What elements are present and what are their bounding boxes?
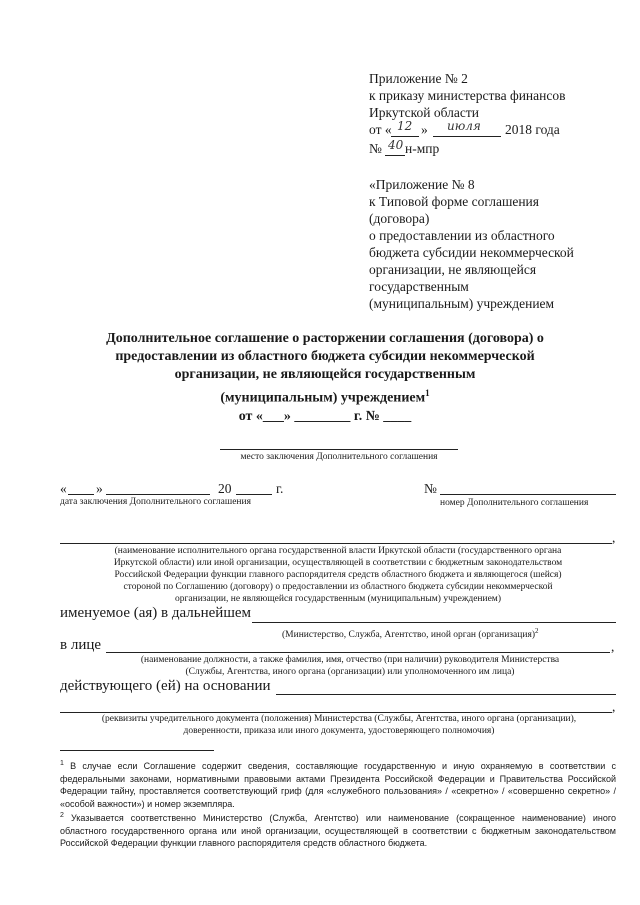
appendix-num-value: 40 — [388, 138, 404, 152]
date-close-quote: » — [96, 481, 103, 496]
person-label: в лице — [60, 637, 102, 653]
title-line2: предоставлении из областного бюджета субсидии некоммерческой — [115, 349, 535, 364]
place-line — [220, 449, 458, 450]
org-caption: (наименование исполнительного органа государственной власти Иркутской области (государственного органа Иркутской области) или иной организации, осуществляющей в соответствии с бюджетным законодательством Российской Федерации функции главного распорядителя средств областного бюджета и являющегося (шейся) стороной по Соглашению (договору) о предоставлении из областного бюджета субсидии некоммерческой организации, не являющейся государственным (муниципальным) учреждением) — [113, 546, 563, 604]
date-year-line — [236, 494, 272, 495]
named-line — [252, 622, 616, 623]
org-comma: , — [612, 530, 616, 545]
title-line1: Дополнительное соглашение о расторжении соглашения (договора) о — [106, 331, 544, 346]
basis-caption: (реквизиты учредительного документа (положения) Министерства (Службы, Агентства, иного органа (организации), доверенности, приказа или иного документа, удостоверяющего полномочия) — [101, 714, 577, 736]
appendix-line3: Иркутской области — [369, 105, 480, 120]
appendix-date-prefix: от « — [369, 122, 392, 137]
appendix8-line1: «Приложение № 8 — [369, 177, 475, 192]
appendix-date-month: июля — [447, 119, 481, 133]
number-sign: № — [424, 481, 437, 496]
appendix8-line5: бюджета субсидии некоммерческой — [369, 245, 574, 260]
appendix8-line6: организации, не являющейся — [369, 262, 537, 277]
named-caption: (Министерство, Служба, Агентство, иной орган (организация)$^2$ — [282, 627, 539, 641]
title-line5: от «___» ________ г. № ____ — [238, 408, 412, 424]
basis-label: действующего (ей) на основании — [60, 678, 271, 694]
document-title — [80, 330, 570, 426]
appendix8-line2: к Типовой форме соглашения — [369, 194, 539, 209]
appendix-line2: к приказу министерства финансов — [369, 88, 566, 103]
date-open-quote: « — [60, 481, 67, 496]
date-day-line — [68, 494, 94, 495]
appendix-date-day: 12 — [397, 119, 413, 133]
footnote-2 — [60, 810, 616, 850]
named-label: именуемое (ая) в дальнейшем — [60, 605, 252, 621]
appendix-date — [369, 121, 629, 140]
footnote-1 — [60, 758, 616, 810]
title-footnote-mark: 1 — [425, 388, 430, 398]
person-comma: , — [611, 639, 615, 654]
appendix-num-prefix: № — [369, 141, 382, 156]
footnote-1-text: В случае если Соглашение содержит сведения, составляющие государственную и иную охраняемую в соответствии с федеральными законами, нормативными правовыми актами Президента Российской Федерации и Правительства Российской Федерации тайну, проставляется соответствующий гриф (для «служебного пользования» / «секретно» / «совершенно секретно» / «особой важности») и номер экземпляра. — [60, 761, 616, 809]
appendix-num-suffix: н-мпр — [405, 141, 440, 156]
footnote-separator — [60, 750, 214, 751]
appendix-date-sep: » — [421, 122, 428, 137]
footnote-2-number: 2 — [60, 812, 64, 819]
appendix-block — [369, 70, 629, 158]
number-caption: номер Дополнительного соглашения — [440, 498, 589, 508]
place-caption: место заключения Дополнительного соглашения — [240, 452, 438, 462]
org-line — [60, 543, 612, 544]
footnote-1-number: 1 — [60, 760, 64, 767]
date-year-suffix: г. — [276, 481, 284, 496]
person-line — [106, 652, 610, 653]
basis-line1 — [276, 694, 616, 695]
appendix8-line8: (муниципальным) учреждением — [369, 296, 555, 311]
date-month-line — [106, 494, 210, 495]
appendix-date-year: 2018 года — [505, 122, 560, 137]
date-caption: дата заключения Дополнительного соглашения — [60, 497, 251, 507]
title-line3: организации, не являющейся государственным — [174, 367, 476, 382]
appendix8-line7: государственным — [369, 279, 469, 294]
title-line4: (муниципальным) учреждением$^1$ — [220, 388, 430, 406]
basis-comma: , — [612, 699, 616, 714]
appendix-line1: Приложение № 2 — [369, 71, 468, 86]
date-year-prefix: 20 — [218, 481, 232, 496]
appendix8-line4: о предоставлении из областного — [369, 228, 555, 243]
appendix8-line3: (договора) — [369, 211, 430, 226]
person-caption: (наименование должности, а также фамилия, имя, отчество (при наличии) руководителя Министерства (Службы, Агентства, иного органа (организации) или уполномоченного им лица) — [140, 655, 560, 677]
appendix-number — [369, 140, 629, 158]
number-line — [440, 494, 616, 495]
appendix8-block — [369, 176, 629, 312]
footnote-2-text: Указывается соответственно Министерство (Служба, Агентство) или наименование (сокращенное наименование) иного областного государственного органа или иной организации, осуществляющей в соответствии с бюджетным законодательством Российской Федерации функции главного распорядителя средств областного бюджета. — [60, 813, 616, 848]
